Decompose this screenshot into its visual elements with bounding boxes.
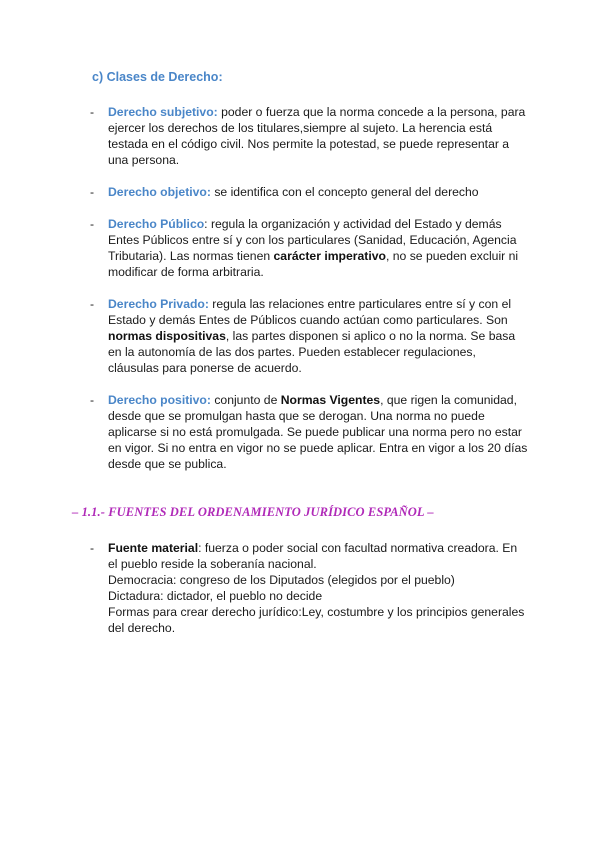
list-item-derecho-subjetivo bbox=[90, 104, 530, 168]
section-title-fuentes: – 1.1.- FUENTES DEL ORDENAMIENTO JURÍDICO ESPAÑOL – bbox=[72, 505, 434, 519]
democracia-line: Democracia: congreso de los Diputados (elegidos por el pueblo) bbox=[108, 573, 455, 587]
list-item-fuente-material bbox=[90, 540, 530, 636]
term-derecho-privado: Derecho Privado: bbox=[108, 297, 209, 311]
definition-text: regula las relaciones entre particulares entre sí y con el Estado y demás Entes de Públicos cuando actúan como particulares. Son bbox=[108, 297, 512, 327]
definition-text: : regula la organización y actividad del Estado y demás Entes Públicos entre sí y con los particulares (Sanidad, Educación, Agencia Tributaria). Las normas tienen bbox=[108, 217, 517, 263]
list-item-derecho-objetivo bbox=[90, 184, 530, 200]
bullet-dash: - bbox=[90, 297, 95, 311]
bullet-dash: - bbox=[90, 217, 95, 231]
bullet-dash: - bbox=[90, 541, 95, 555]
definition-text: se identifica con el concepto general del derecho bbox=[210, 185, 479, 199]
dictadura-line: Dictadura: dictador, el pueblo no decide bbox=[108, 589, 323, 603]
bullet-dash: - bbox=[90, 105, 95, 119]
bold-phrase: normas dispositivas bbox=[108, 329, 226, 343]
bullet-dash: - bbox=[90, 393, 95, 407]
list-item-derecho-privado bbox=[90, 296, 530, 376]
definition-text: : fuerza o poder social con facultad normativa creadora. En el pueblo reside la soberanía nacional. bbox=[108, 541, 518, 571]
definition-text: conjunto de bbox=[210, 393, 281, 407]
definition-text: , que rigen la comunidad, desde que se promulgan hasta que se derogan. Una norma no puede aplicarse si no está promulgada. Se puede publicar una norma pero no estar en vigor. Si no entra en vigor no se puede aplicar. Entra en vigor a los 20 días desde que se publica. bbox=[108, 393, 528, 471]
section-c-heading: c) Clases de Derecho: bbox=[92, 70, 223, 84]
bullet-dash: - bbox=[90, 185, 95, 199]
term-derecho-positivo: Derecho positivo: bbox=[108, 393, 211, 407]
definition-text: , las partes disponen si aplico o no la norma. Se basa en la autonomía de las dos partes. Pueden establecer regulaciones, cláusulas para ponerse de acuerdo. bbox=[108, 329, 516, 375]
formas-line: Formas para crear derecho jurídico:Ley, costumbre y los principios generales del derecho. bbox=[108, 605, 525, 635]
term-derecho-subjetivo: Derecho subjetivo: bbox=[108, 105, 218, 119]
definition-text: poder o fuerza que la norma concede a la persona, para ejercer los derechos de los titulares,siempre al sujeto. La herencia está testada en el código civil. Nos permite la potestad, se puede representar a una persona. bbox=[108, 105, 526, 167]
term-derecho-publico: Derecho Público bbox=[108, 217, 205, 231]
list-item-derecho-publico bbox=[90, 216, 530, 280]
list-item-derecho-positivo bbox=[90, 392, 530, 472]
bold-phrase: carácter imperativo bbox=[273, 249, 386, 263]
definition-text: , no se pueden excluir ni modificar de forma arbitraria. bbox=[108, 249, 519, 279]
term-fuente-material: Fuente material bbox=[108, 541, 199, 555]
bold-phrase: Normas Vigentes bbox=[280, 393, 381, 407]
term-derecho-objetivo: Derecho objetivo: bbox=[108, 185, 211, 199]
